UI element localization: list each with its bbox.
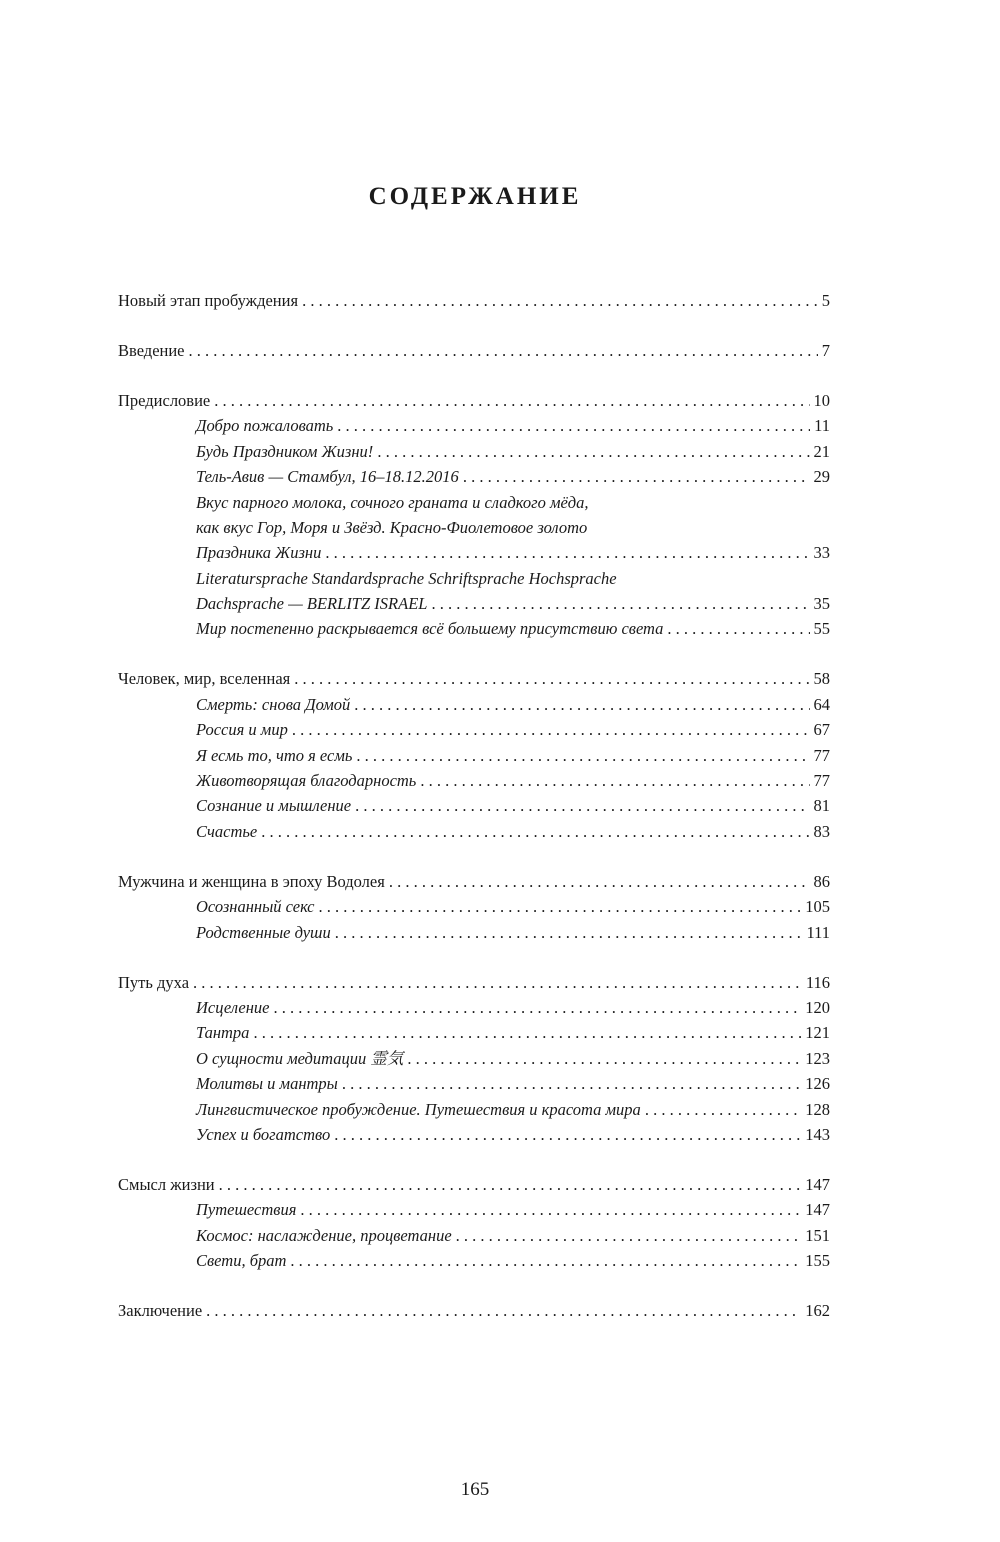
page-title: СОДЕРЖАНИЕ [368, 183, 582, 210]
toc-subsection-entry [118, 768, 830, 793]
toc-entry-page: 55 [813, 619, 830, 639]
dot-leader [214, 388, 809, 413]
toc-entry-title: Путь духа [118, 972, 190, 992]
dot-leader [463, 464, 810, 489]
toc-subsection-entry [118, 717, 830, 742]
dot-leader [206, 1298, 801, 1323]
dot-leader [292, 717, 810, 742]
page-number: 165 [460, 1479, 490, 1500]
toc-subsection-entry [118, 894, 830, 919]
toc-entry-title: Лингвистическое пробуждение. Путешествия и красота мира [196, 1099, 641, 1119]
toc-entry-title: Я есмь то, что я есмь [196, 745, 353, 765]
toc-entry-title: Осознанный секс [196, 897, 315, 917]
toc-entry-page: 123 [805, 1048, 830, 1068]
dot-leader [325, 540, 809, 565]
toc-entry-title: Смысл жизни [118, 1174, 215, 1194]
toc-entry-page: 126 [805, 1074, 830, 1094]
toc-subsection-entry [118, 464, 830, 489]
toc-entry-title: Заключение [118, 1301, 203, 1321]
toc-entry-page: 5 [821, 291, 830, 310]
toc-subsection-entry [118, 1020, 830, 1045]
toc-entry-title: Исцеление [196, 997, 270, 1017]
toc-subsection-entry [118, 1223, 830, 1248]
toc-entry-page: 86 [813, 871, 830, 891]
toc-entry-page: 35 [813, 594, 830, 614]
dot-leader [193, 970, 802, 995]
toc-subsection-entry [118, 920, 830, 945]
toc-entry-title: Предисловие [118, 390, 211, 410]
toc-entry-page: 67 [813, 720, 830, 740]
toc-subsection-entry [118, 692, 830, 717]
toc-entry-page: 83 [813, 821, 830, 841]
toc-section [118, 1298, 830, 1323]
toc-subsection-title-line: как вкус Гор, Моря и Звёзд. Красно-Фиолетовое золото [196, 517, 588, 537]
toc-entry-title: Dachsprache — BERLITZ ISRAEL [196, 594, 428, 614]
toc-subsection-entry [118, 1122, 830, 1147]
toc-entry-page: 58 [813, 669, 830, 689]
toc-entry-title: Добро пожаловать [196, 416, 334, 436]
toc-section [118, 970, 830, 1148]
toc-entry-page: 81 [813, 796, 830, 816]
dot-leader [302, 288, 818, 313]
dot-leader [274, 995, 802, 1020]
toc-entry-page: 111 [806, 922, 830, 942]
toc-subsection-entry [118, 413, 830, 438]
toc-entry-title: Путешествия [196, 1200, 297, 1220]
toc-entry-title: Животворящая благодарность [196, 771, 417, 791]
toc-section-entry [118, 869, 830, 894]
dot-leader [420, 768, 809, 793]
toc-subsection-entry [118, 591, 830, 616]
toc-subsection-entry [118, 743, 830, 768]
toc-entry-page: 77 [813, 745, 830, 765]
table-of-contents [118, 288, 830, 1348]
toc-entry-title: О сущности медитации 霊気 [196, 1048, 404, 1068]
toc-entry-title: Введение [118, 340, 185, 360]
toc-entry-title: Новый этап пробуждения [118, 291, 299, 310]
toc-section-entry [118, 1172, 830, 1197]
dot-leader [645, 1097, 801, 1122]
toc-subsection-entry [118, 1197, 830, 1222]
toc-section [118, 1172, 830, 1274]
dot-leader [355, 793, 809, 818]
dot-leader [335, 920, 803, 945]
dot-leader [667, 616, 809, 641]
dot-leader [319, 894, 802, 919]
toc-entry-page: 121 [805, 1023, 830, 1043]
toc-subsection-entry [118, 995, 830, 1020]
toc-entry-title: Мужчина и женщина в эпоху Водолея [118, 871, 385, 891]
toc-subsection-entry [118, 540, 830, 565]
toc-subsection-entry [118, 1071, 830, 1096]
toc-entry-page: 7 [821, 340, 830, 360]
toc-section-entry [118, 666, 830, 691]
toc-entry-title: Тель-Авив — Стамбул, 16–18.12.2016 [196, 467, 459, 487]
toc-entry-page: 105 [805, 897, 830, 917]
dot-leader [356, 743, 809, 768]
toc-entry-title: Родственные души [196, 922, 331, 942]
toc-subsection-entry [118, 793, 830, 818]
dot-leader [337, 413, 810, 438]
toc-entry-title: Россия и мир [196, 720, 288, 740]
toc-entry-title: Сознание и мышление [196, 796, 352, 816]
toc-entry-page: 143 [805, 1124, 830, 1144]
toc-entry-page: 33 [813, 543, 830, 563]
toc-entry-title: Счастье [196, 821, 258, 841]
dot-leader [294, 666, 809, 691]
toc-entry-page: 11 [814, 416, 830, 436]
dot-leader [334, 1122, 801, 1147]
toc-section-entry [118, 338, 830, 363]
toc-entry-title: Молитвы и мантры [196, 1074, 338, 1094]
toc-subsection-title-line: Literatursprache Standardsprache Schriftsprache Hochsprache [196, 568, 617, 588]
toc-entry-page: 77 [813, 771, 830, 791]
toc-subsection-title-line: Вкус парного молока, сочного граната и сладкого мёда, [196, 492, 589, 512]
toc-entry-title: Человек, мир, вселенная [118, 669, 291, 689]
toc-entry-page: 29 [813, 467, 830, 487]
toc-subsection-entry [118, 616, 830, 641]
toc-section-entry [118, 388, 830, 413]
toc-section [118, 869, 830, 945]
dot-leader [290, 1248, 801, 1273]
toc-entry-page: 116 [805, 972, 830, 992]
toc-entry-page: 64 [813, 694, 830, 714]
toc-section [118, 288, 830, 313]
dot-leader [354, 692, 809, 717]
dot-leader [189, 338, 818, 363]
toc-entry-title: Мир постепенно раскрывается всё большему присутствию света [196, 619, 664, 639]
toc-entry-title: Космос: наслаждение, процветание [196, 1225, 452, 1245]
toc-entry-title: Смерть: снова Домой [196, 694, 351, 714]
toc-entry-title: Тантра [196, 1023, 250, 1043]
toc-entry-title: Успех и богатство [196, 1124, 331, 1144]
toc-entry-page: 120 [805, 997, 830, 1017]
toc-entry-page: 128 [805, 1099, 830, 1119]
dot-leader [377, 439, 809, 464]
toc-entry-page: 21 [813, 441, 830, 461]
dot-leader [456, 1223, 802, 1248]
dot-leader [300, 1197, 801, 1222]
toc-subsection-entry [118, 819, 830, 844]
toc-subsection-entry [118, 1046, 830, 1071]
toc-section [118, 388, 830, 642]
toc-entry-page: 10 [813, 390, 830, 410]
toc-entry-page: 147 [805, 1174, 830, 1194]
toc-section [118, 338, 830, 363]
toc-subsection-entry [118, 1097, 830, 1122]
dot-leader [389, 869, 810, 894]
dot-leader [219, 1172, 802, 1197]
toc-entry-title: Праздника Жизни [196, 543, 322, 563]
dot-leader [407, 1046, 801, 1071]
toc-entry-page: 155 [805, 1251, 830, 1271]
toc-entry-title: Свети, брат [196, 1251, 287, 1271]
dot-leader [342, 1071, 801, 1096]
toc-subsection-entry [118, 1248, 830, 1273]
toc-entry-page: 147 [805, 1200, 830, 1220]
toc-entry-page: 151 [805, 1225, 830, 1245]
dot-leader [253, 1020, 801, 1045]
toc-section-entry [118, 288, 830, 313]
toc-section-entry [118, 1298, 830, 1323]
toc-section-entry [118, 970, 830, 995]
dot-leader [261, 819, 809, 844]
toc-subsection-entry [118, 439, 830, 464]
toc-entry-title: Будь Праздником Жизни! [196, 441, 374, 461]
dot-leader [431, 591, 809, 616]
toc-entry-page: 162 [805, 1301, 830, 1321]
toc-section [118, 666, 830, 844]
